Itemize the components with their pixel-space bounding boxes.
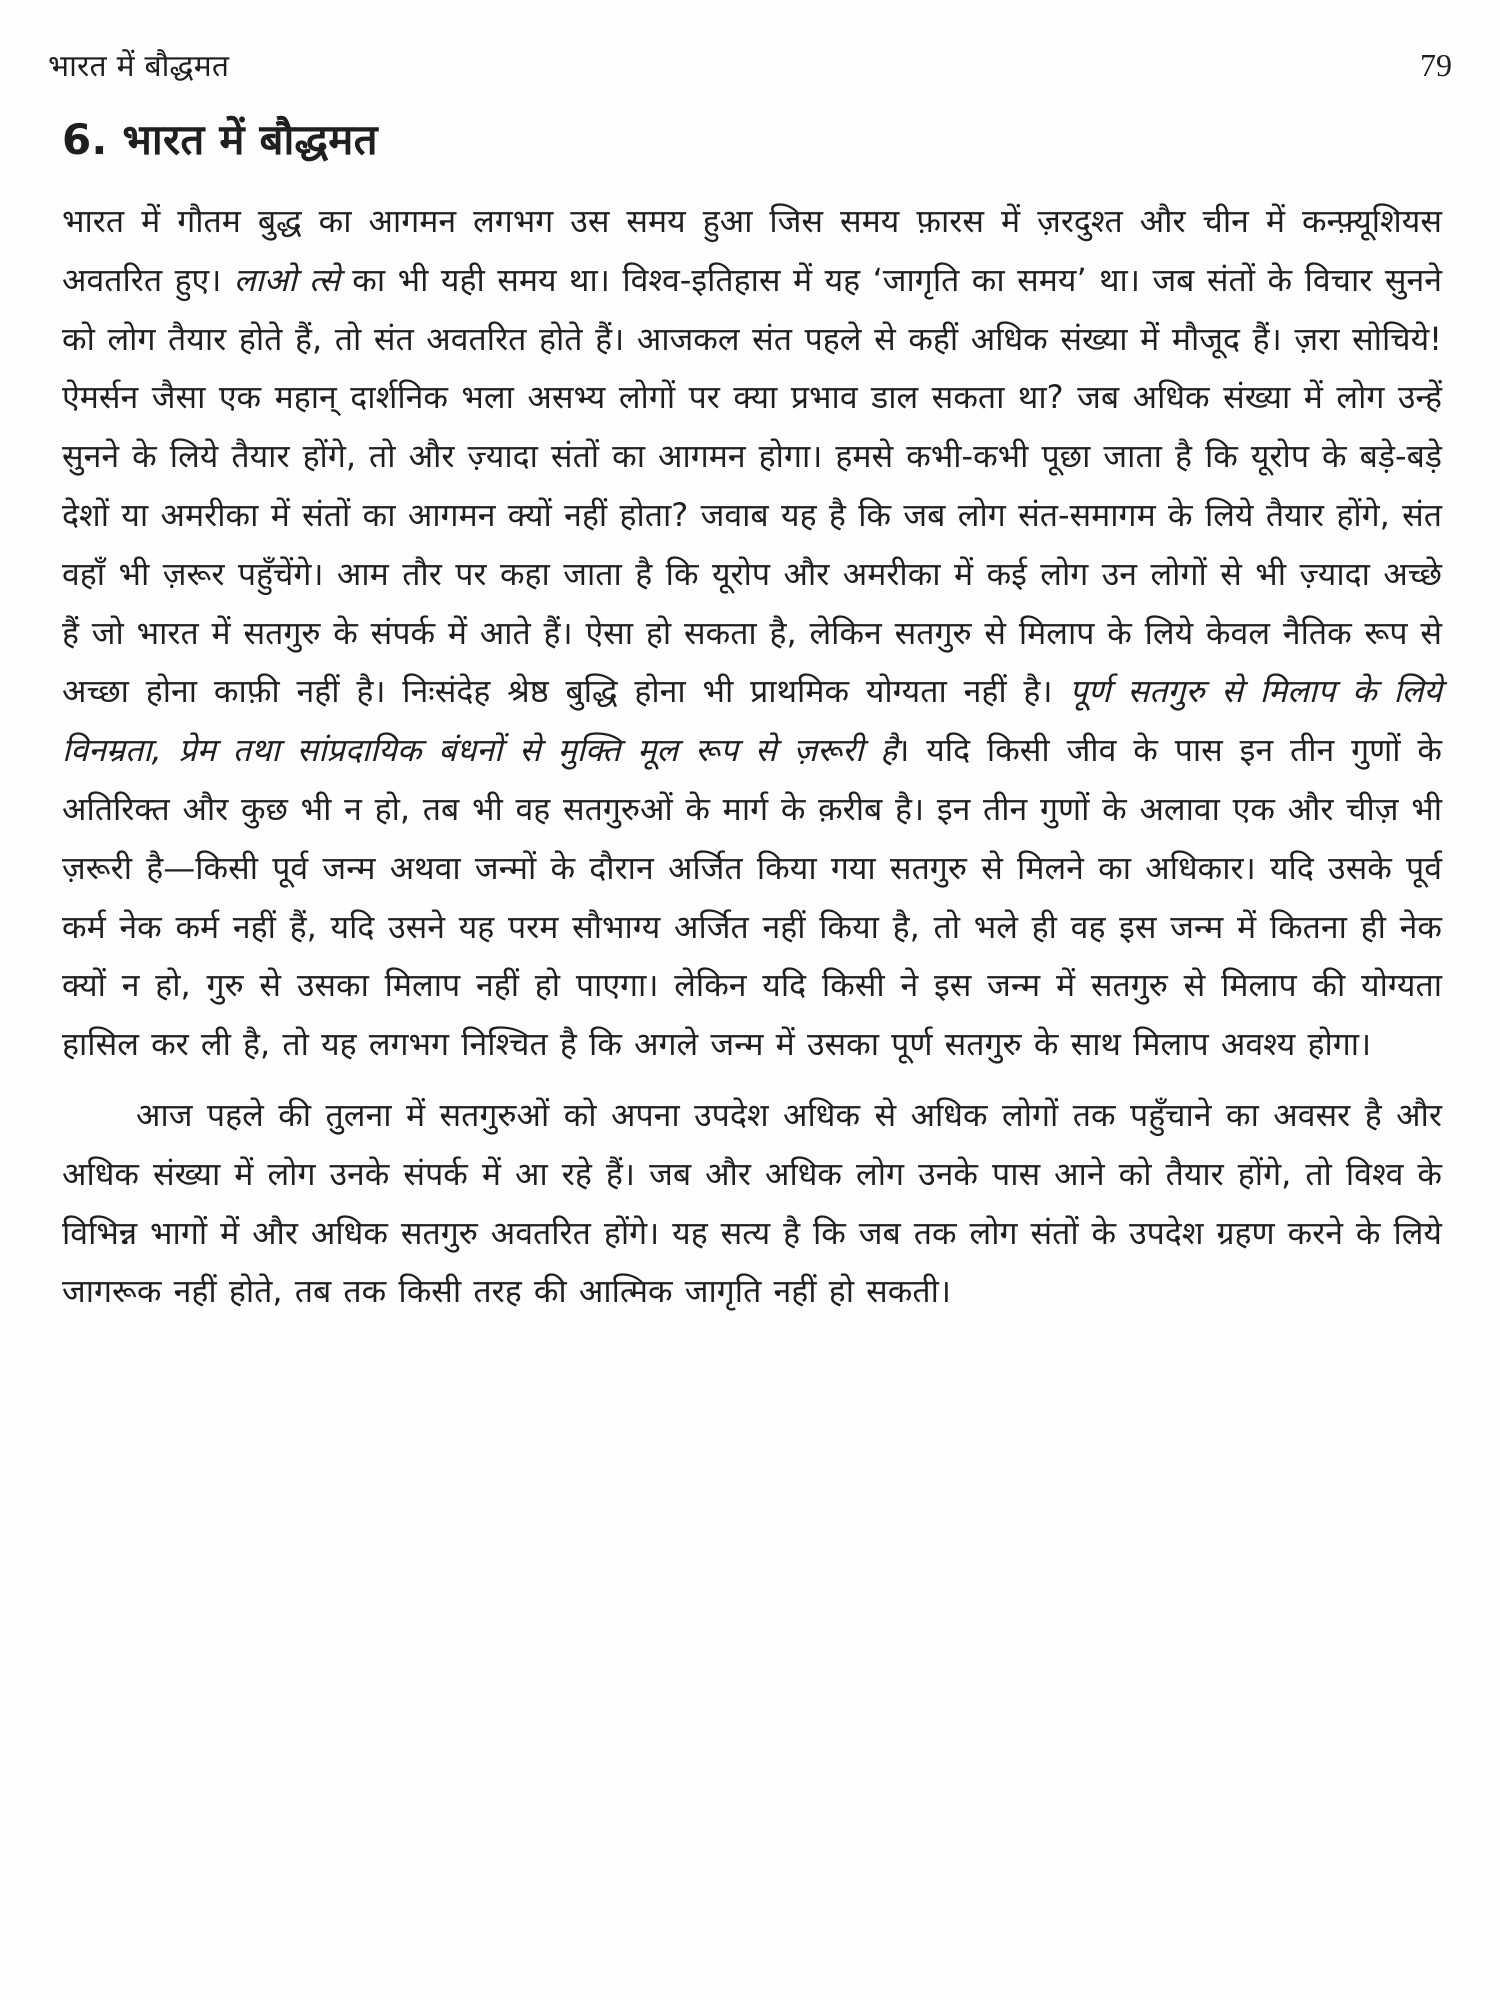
paragraph-1-part-5: । यदि किसी जीव के पास इन तीन गुणों के अतिरिक्त और कुछ भी न हो, तब भी वह सतगुरुओं के मार्ग के क़रीब है। इन तीन गुणों के अलावा एक और चीज़ भी ज़रूरी है—किसी पूर्व जन्म अथवा जन्मों के दौरान अर्जित किया गया सतगुरु से मिलने का अधिकार। यदि उसके पूर्व कर्म नेक कर्म नहीं हैं, यदि उसने यह परम सौभाग्य अर्जित नहीं किया है, तो भले ही वह इस जन्म में कितना ही नेक क्यों न हो, गुरु से उसका मिलाप नहीं हो पाएगा। लेकिन यदि किसी ने इस जन्म में सतगुरु से मिलाप की योग्यता हासिल कर ली है, तो यह लगभग निश्चित है कि अगले जन्म में उसका पूर्ण सतगुरु के साथ मिलाप अवश्य होगा। [62, 731, 1443, 1064]
paragraph-1 [62, 192, 1442, 1074]
paragraph-1-part-3: का भी यही समय था। विश्व-इतिहास में यह ‘जागृति का समय’ था। जब संतों के विचार सुनने को लोग तैयार होते हैं, तो संत अवतरित होते हैं। आजकल संत पहले से कहीं अधिक संख्या में मौजूद हैं। ज़रा सोचिये! ऐमर्सन जैसा एक महान् दार्शनिक भला असभ्य लोगों पर क्या प्रभाव डाल सकता था? जब अधिक संख्या में लोग उन्हें सुनने के लिये तैयार होंगे, तो और ज़्यादा संतों का आगमन होगा। हमसे कभी-कभी पूछा जाता है कि यूरोप के बड़े-बड़े देशों या अमरीका में संतों का आगमन क्यों नहीं होता? जवाब यह है कि जब लोग संत-समागम के लिये तैयार होंगे, संत वहाँ भी ज़रूर पहुँचेंगे। आम तौर पर कहा जाता है कि यूरोप और अमरीका में कई लोग उन लोगों से भी ज़्यादा अच्छे हैं जो भारत में सतगुरु के संपर्क में आते हैं। ऐसा हो सकता है, लेकिन सतगुरु से मिलाप के लिये केवल नैतिक रूप से अच्छा होना काफ़ी नहीं है। निःसंदेह श्रेष्ठ बुद्धि होना भी प्राथमिक योग्यता नहीं है। [62, 260, 1442, 711]
page-number: 79 [1420, 47, 1452, 83]
paragraph-1-part-1: भारत में गौतम बुद्ध का आगमन लगभग उस समय हुआ जिस समय फ़ारस में ज़रदुश्त और चीन में कन्फ़्यूशियस अवतरित हुए। [62, 202, 1442, 299]
running-header [48, 44, 1452, 84]
chapter-body [62, 192, 1442, 1321]
paragraph-2: आज पहले की तुलना में सतगुरुओं को अपना उपदेश अधिक से अधिक लोगों तक पहुँचाने का अवसर है और अधिक संख्या में लोग उनके संपर्क में आ रहे हैं। जब और अधिक लोग उनके पास आने को तैयार होंगे, तो विश्व के विभिन्न भागों में और अधिक सतगुरु अवतरित होंगे। यह सत्य है कि जब तक लोग संतों के उपदेश ग्रहण करने के लिये जागरूक नहीं होते, तब तक किसी तरह की आत्मिक जागृति नहीं हो सकती। [62, 1095, 1442, 1311]
chapter-heading: 6. भारत में बौद्धमत [62, 115, 378, 164]
paragraph-1-italic-name: लाओ त्से [233, 260, 340, 299]
running-title: भारत में बौद्धमत [48, 49, 230, 84]
paragraph-1-italic-emphasis: पूर्ण सतगुरु से मिलाप के लिये विनम्रता, प्रेम तथा सांप्रदायिक बंधनों से मुक्ति मूल रूप से ज़रूरी है [62, 672, 1442, 770]
